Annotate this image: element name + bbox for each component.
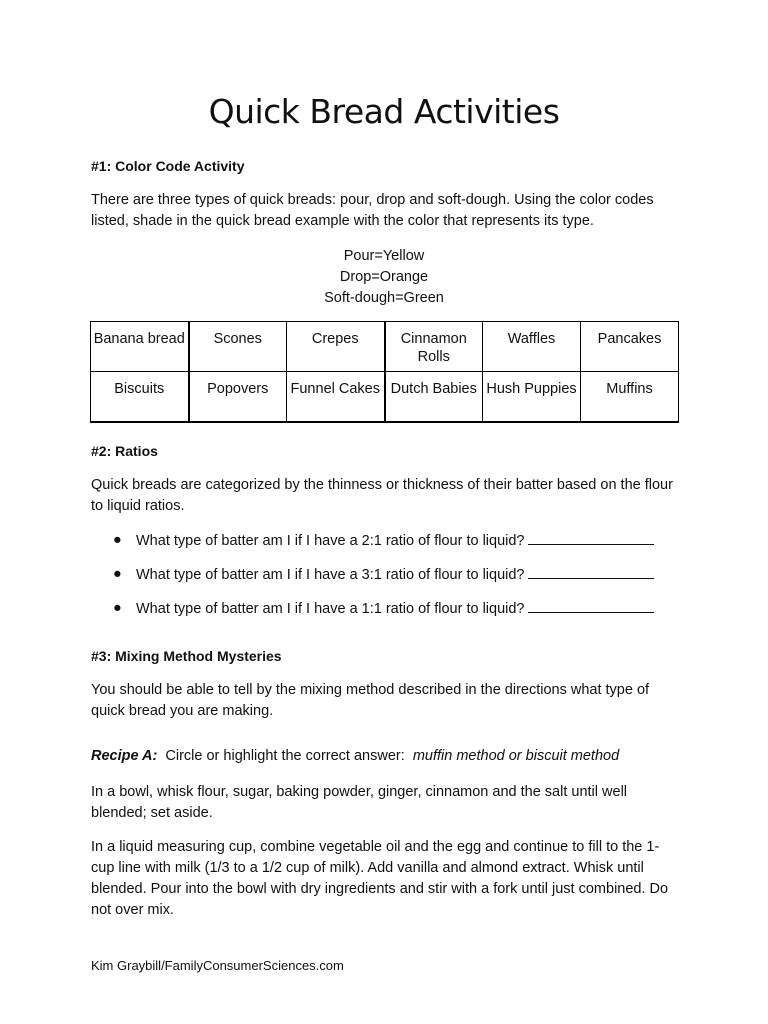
color-code-pour: Pour=Yellow: [343, 248, 425, 264]
section1-heading: #1: Color Code Activity: [91, 158, 245, 174]
table-cell[interactable]: Pancakes: [581, 322, 679, 372]
color-code-soft-dough: Soft-dough=Green: [324, 290, 444, 306]
answer-blank[interactable]: [528, 530, 654, 545]
page-title: Quick Bread Activities: [208, 92, 560, 131]
section3-intro: You should be able to tell by the mixing method described in the directions what type of quick bread you are making.: [91, 682, 650, 719]
footer-credit: Kim Graybill/FamilyConsumerSciences.com: [91, 958, 344, 973]
recipe-instruction: Circle or highlight the correct answer:: [165, 748, 405, 764]
table-cell[interactable]: Waffles: [483, 322, 581, 372]
section3-heading: #3: Mixing Method Mysteries: [91, 648, 282, 664]
table-cell[interactable]: Crepes: [287, 322, 385, 372]
table-cell[interactable]: Banana bread: [91, 322, 189, 372]
answer-blank[interactable]: [528, 564, 654, 579]
color-codes: [0, 246, 768, 309]
table-cell[interactable]: Popovers: [189, 372, 287, 422]
table-cell[interactable]: Dutch Babies: [385, 372, 483, 422]
answer-blank[interactable]: [528, 598, 654, 613]
question-text: What type of batter am I if I have a 2:1 ratio of flour to liquid?: [136, 533, 525, 549]
table-cell[interactable]: Muffins: [581, 372, 679, 422]
bullet-icon: ●: [113, 600, 122, 616]
bullet-icon: ●: [113, 532, 122, 548]
section2-intro: Quick breads are categorized by the thinness or thickness of their batter based on the flour to liquid ratios.: [91, 477, 673, 514]
table-cell[interactable]: Scones: [189, 322, 287, 372]
color-code-drop: Drop=Orange: [339, 269, 429, 285]
quick-bread-table: [90, 321, 679, 423]
question-text: What type of batter am I if I have a 1:1 ratio of flour to liquid?: [136, 601, 525, 617]
table-cell[interactable]: Hush Puppies: [483, 372, 581, 422]
table-cell[interactable]: Cinnamon Rolls: [385, 322, 483, 372]
bullet-icon: ●: [113, 566, 122, 582]
section2-heading: #2: Ratios: [91, 443, 158, 459]
table-cell[interactable]: Funnel Cakes: [287, 372, 385, 422]
section1-intro: There are three types of quick breads: pour, drop and soft-dough. Using the color codes listed, shade in the quick bread example with the color that represents its type.: [91, 192, 654, 229]
recipe-options[interactable]: muffin method or biscuit method: [412, 748, 620, 764]
question-text: What type of batter am I if I have a 3:1 ratio of flour to liquid?: [136, 567, 525, 583]
table-row: [91, 372, 679, 422]
recipe-label: Recipe A:: [91, 748, 158, 764]
table-cell[interactable]: Biscuits: [91, 372, 189, 422]
table-row: [91, 322, 679, 372]
recipe-a-line: [91, 748, 619, 764]
recipe-step-2: In a liquid measuring cup, combine vegetable oil and the egg and continue to fill to the 1-cup line with milk (1/3 to a 1/2 cup of milk). Add vanilla and almond extract. Whisk until blended. Pour into the bowl with dry ingredients and stir with a fork until just combined. Do not over mix.: [91, 839, 669, 918]
recipe-step-1: In a bowl, whisk flour, sugar, baking powder, ginger, cinnamon and the salt until well blended; set aside.: [91, 784, 628, 821]
